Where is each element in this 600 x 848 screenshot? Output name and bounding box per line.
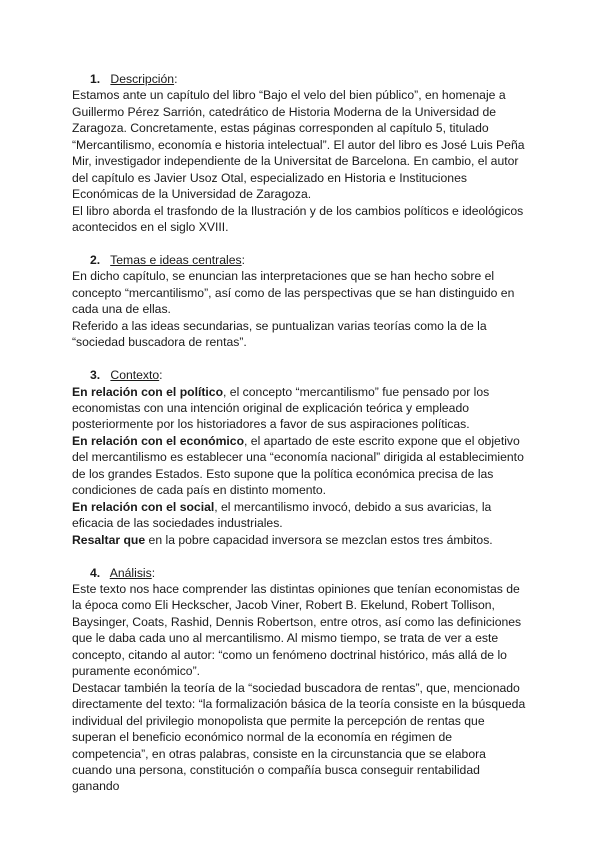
bold-lead: En relación con el social: [72, 499, 215, 514]
paragraph: El libro aborda el trasfondo de la Ilustración y de los cambios políticos e ideológicos acontecidos en el siglo XVIII.: [72, 203, 524, 235]
paragraph-text: , el concepto “mercantilismo” fue pensado por los economistas con una intención original de explicación teórica y empleado posteriormente por los historiadores a favor de sus aspiraciones políticas.: [72, 384, 490, 432]
paragraph-text: , el mercantilismo invocó, debido a sus avaricias, la eficacia de las sociedades industriales.: [72, 499, 492, 531]
section-heading-temas: 2. Temas e ideas centrales:: [90, 252, 245, 267]
paragraph-text: en la pobre capacidad inversora se mezclan estos tres ámbitos.: [145, 532, 493, 547]
paragraph-politico: [72, 384, 528, 433]
document-page: [72, 71, 528, 795]
paragraph: Este texto nos hace comprender las distintas opiniones que tenían economistas de la época como Eli Heckscher, Jacob Viner, Robert B. Ekelund, Robert Tollison, Baysinger, Coats, Rashid, Dennis Robertson, entre otros, así como las definiciones que le daba cada uno al mercantilismo. Al mismo tiempo, se trata de ver a este concepto, citando al autor: “como un fenómeno doctrinal histórico, más allá de lo puramente económico”.: [72, 582, 522, 679]
paragraph-text: , el apartado de este escrito expone que el objetivo del mercantilismo es establecer una “economía nacional” dirigida al establecimiento de los grandes Estados. Esto supone que la política económica precisa de las condiciones de cada país en distinto momento.: [72, 433, 524, 498]
section-heading-descripcion: 1. Descripción:: [90, 72, 178, 86]
section-heading-contexto: 3. Contexto:: [90, 368, 163, 383]
bold-lead: Resaltar que: [72, 532, 146, 547]
section-title: Contexto: [110, 368, 160, 383]
section-heading-analisis: 4. Análisis:: [90, 565, 156, 580]
paragraph: Destacar también la teoría de la “sociedad buscadora de rentas”, que, mencionado directamente del texto: “la formalización básica de la teoría consiste en la búsqueda individual del privilegio monopolista que permite la percepción de rentas que superan el beneficio económico normal de la economía en régimen de competencia”, en otras palabras, consiste en la circunstancia que se elabora cuando una persona, constitución o compañía busca conseguir rentabilidad ganando: [72, 680, 526, 794]
paragraph: Referido a las ideas secundarias, se puntualizan varias teorías como la de la “sociedad buscadora de rentas”.: [72, 318, 487, 350]
bold-lead: En relación con el político: [72, 384, 224, 399]
paragraph-resaltar: [72, 532, 528, 548]
section-title: Descripción: [110, 72, 175, 86]
section-number: 2.: [90, 252, 101, 267]
section-number: 3.: [90, 368, 101, 383]
paragraph-social: [72, 499, 528, 532]
section-number: 4.: [90, 565, 101, 580]
bold-lead: En relación con el económico: [72, 433, 245, 448]
section-title: Temas e ideas centrales: [110, 252, 242, 267]
paragraph-economico: [72, 433, 528, 499]
paragraph: En dicho capítulo, se enuncian las interpretaciones que se han hecho sobre el concepto “mercantilismo”, así como de las perspectivas que se han distinguido en cada una de ellas.: [72, 269, 515, 317]
section-title: Análisis: [109, 565, 152, 580]
section-number: 1.: [90, 72, 101, 86]
paragraph: Estamos ante un capítulo del libro “Bajo el velo del bien público”, en homenaje a Guillermo Pérez Sarrión, catedrático de Historia Moderna de la Universidad de Zaragoza. Concretamente, estas páginas corresponden al capítulo 5, titulado “Mercantilismo, economía e historia intelectual”. El autor del libro es José Luis Peña Mir, investigador independiente de la Universitat de Barcelona. En cambio, el autor del capítulo es Javier Usoz Otal, especializado en Historia e Instituciones Económicas de la Universidad de Zaragoza.: [72, 88, 525, 202]
